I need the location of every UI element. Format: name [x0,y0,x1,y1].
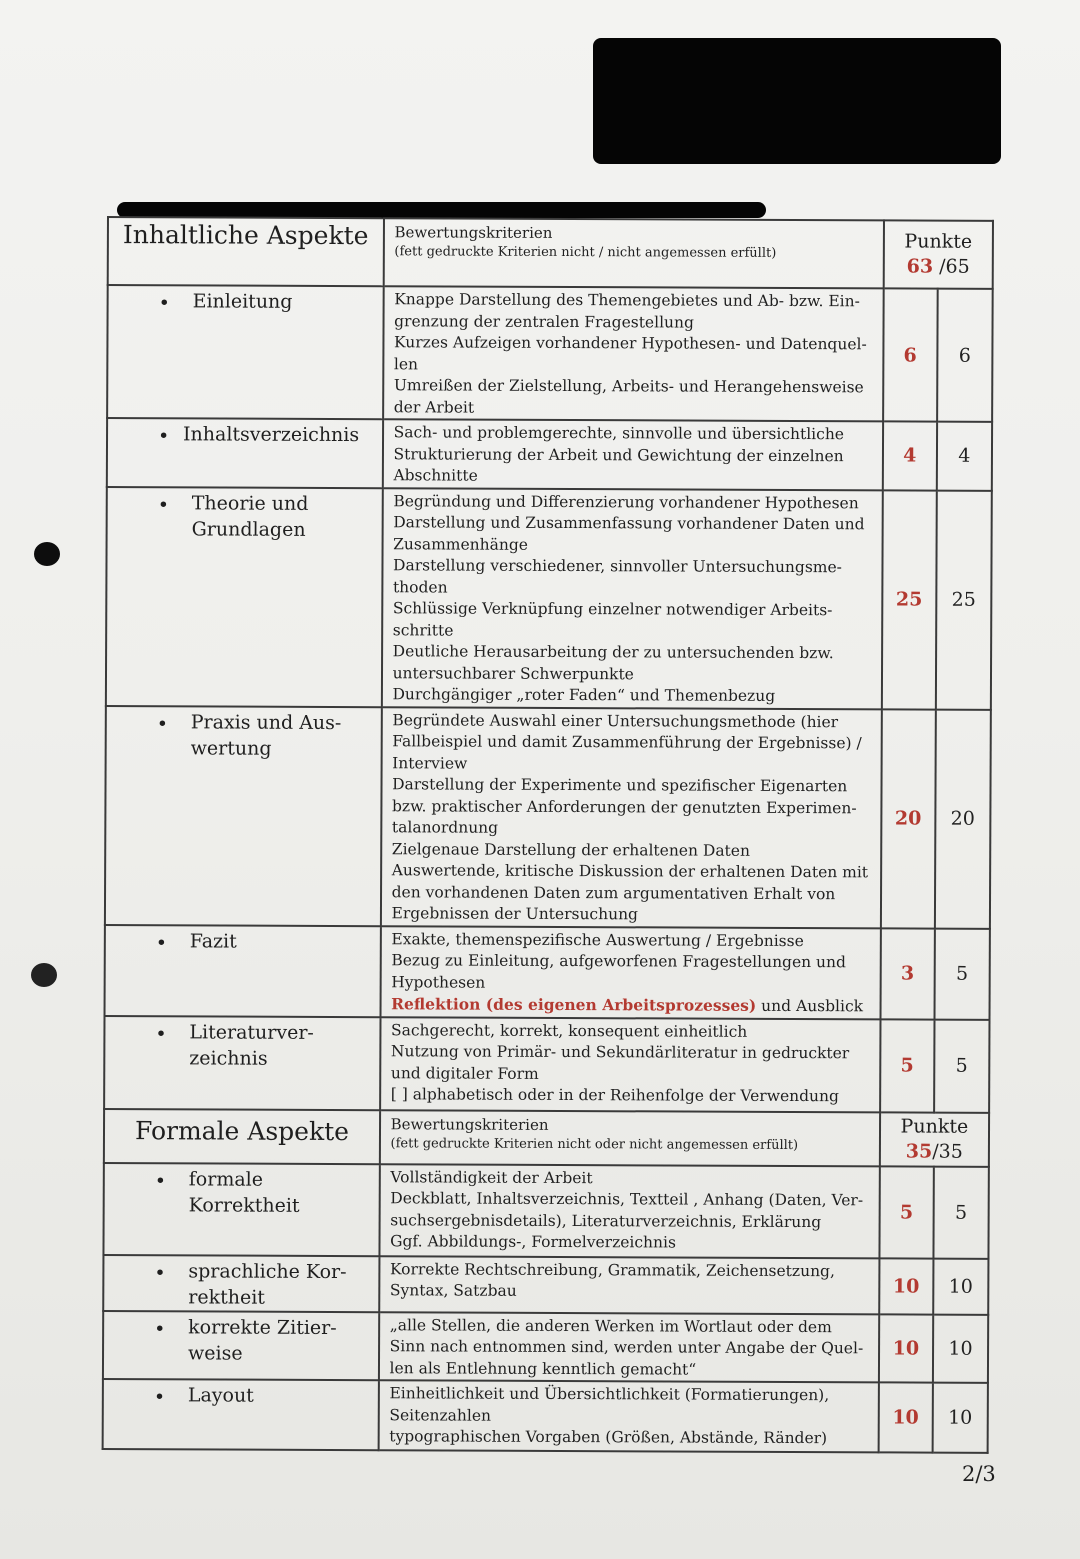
criteria-line: Sachgerecht, korrekt, konsequent einheitlich [391,1020,748,1041]
max-points: 10 [932,1383,987,1453]
awarded-points: 3 [880,928,934,1019]
unmet-criterion: Reflektion (des eigenen Arbeitsprozesses) [391,994,757,1015]
redacted-block [593,38,1001,164]
criteria-line: Darstellung der Experimente und spezifischer Eigenarten [392,775,848,796]
content-points-header [883,220,993,288]
criteria-line: suchsergebnisdetails), Literaturverzeichnis, Erklärung [390,1210,822,1231]
bullet: • [153,1386,166,1409]
max-points: 5 [933,1166,989,1258]
criteria-line: Darstellung und Zusammenfassung vorhandener Daten und [393,513,865,534]
criteria-line: [ ] alphabetisch oder in der Reihenfolge der Verwendung [390,1085,839,1106]
criteria-cell [380,707,881,928]
punch-hole-bottom [31,963,57,987]
criteria-header-label: Bewertungskriterien [390,1114,549,1134]
criteria-line: Begründung und Differenzierung vorhandener Hypothesen [393,491,859,512]
aspect-cell [107,285,383,419]
table-row [104,1015,989,1112]
formal-header-row [104,1108,989,1166]
awarded-points: 20 [881,709,936,928]
criteria-cell [379,1164,880,1258]
points-label: Punkte [904,230,973,253]
aspect-label: Layout [187,1384,254,1407]
bullet: • [157,493,170,516]
criteria-line: Einheitlichkeit und Übersichtlichkeit (Formatierungen), [389,1384,830,1405]
awarded-points: 4 [883,421,937,490]
criteria-line: Vollständigkeit der Arbeit [390,1167,593,1187]
criteria-tail: und Ausblick [756,996,864,1016]
page-number: 2/3 [962,1462,996,1486]
bullet: • [158,292,170,315]
criteria-line: Ggf. Abbildungs-, Formelverzeichnis [390,1232,676,1252]
aspect-cell [103,1162,379,1255]
criteria-line: Begründete Auswahl einer Untersuchungsmethode (hier [392,710,839,731]
table-row [107,285,993,422]
table-row [103,1254,988,1314]
aspect-label: korrekte Zitier- weise [187,1315,337,1365]
criteria-line: Sinn nach entnommen sind, werden unter Angabe der Quel- [389,1337,864,1358]
bullet: • [154,1261,166,1284]
criteria-line: len als Entlehnung kenntlich gemacht“ [389,1358,697,1379]
criteria-line: Zielgenaue Darstellung der erhaltenen Daten [391,839,751,860]
aspect-cell [106,487,383,707]
aspect-label: Inhaltsverzeichnis [183,423,360,447]
content-max-score: /65 [939,255,970,278]
awarded-points: 25 [882,490,937,709]
criteria-line: Durchgängiger „roter Faden“ und Themenbezug [392,685,776,705]
content-section-title: Inhaltliche Aspekte [108,217,384,286]
criteria-line: Hypothesen [391,972,486,992]
criteria-line-highlight [391,993,873,1018]
criteria-line: Seitenzahlen [389,1405,492,1425]
criteria-line: thoden [392,577,448,596]
bullet: • [154,1169,167,1192]
punch-hole-top [34,542,60,566]
bullet: • [154,1317,166,1340]
max-points: 25 [936,490,992,709]
criteria-line: Exakte, themenspezifische Auswertung / Ergebnisse [391,929,804,950]
table-row [107,418,992,490]
table-row [103,1162,988,1258]
criteria-line: Knappe Darstellung des Themengebietes und Ab- bzw. Ein- [394,290,860,311]
criteria-line: Zusammenhänge [393,534,529,554]
criteria-line: bzw. praktischer Anforderungen der genutzten Experimen- [391,796,857,817]
table-row [105,924,990,1019]
aspect-cell [103,1254,379,1311]
formal-points-header [880,1112,989,1166]
criteria-line: Korrekte Rechtschreibung, Grammatik, Zeichensetzung, [389,1259,835,1280]
criteria-line: Interview [392,753,468,773]
criteria-line: grenzung der zentralen Fragestellung [394,311,694,332]
bullet: • [156,712,169,735]
points-label: Punkte [900,1114,969,1138]
aspect-cell [105,924,381,1016]
criteria-line: Bezug zu Einleitung, aufgeworfenen Fragestellungen und [391,951,847,972]
criteria-cell [381,488,882,709]
criteria-line: Abschnitte [393,466,478,485]
criteria-line: Deckblatt, Inhaltsverzeichnis, Textteil , Anhang (Daten, Ver- [390,1189,864,1210]
awarded-points: 10 [878,1382,932,1452]
criteria-line: Darstellung verschiedener, sinnvoller Untersuchungsme- [393,556,842,577]
max-points: 20 [935,709,991,928]
content-header-row [108,217,993,289]
criteria-cell [380,926,881,1019]
criteria-line: „alle Stellen, die anderen Werken im Wortlaut oder dem [389,1315,832,1336]
criteria-line: Deutliche Herausarbeitung der zu untersuchenden bzw. [392,642,834,663]
max-points: 6 [937,289,993,422]
criteria-line: den vorhandenen Daten zum argumentativen Erhalt von [391,882,836,903]
max-points: 5 [934,928,990,1019]
aspect-label: Praxis und Aus- wertung [190,710,342,760]
table-row [103,1310,988,1382]
criteria-line: Auswertende, kritische Diskussion der erhaltenen Daten mit [391,861,869,882]
criteria-cell [379,1256,879,1314]
bullet: • [155,1022,167,1045]
formal-criteria-header [379,1110,879,1166]
criteria-line: talanordnung [391,818,499,837]
criteria-line: len [393,354,419,373]
bullet: • [155,931,168,954]
criteria-line: untersuchbarer Schwerpunkte [392,663,634,683]
table-row [103,1379,988,1453]
aspect-label: Literaturver- zeichnis [189,1020,314,1070]
criteria-cell [380,1017,881,1112]
table-row [106,487,992,710]
aspect-cell [103,1379,379,1450]
content-criteria-header [383,218,883,288]
criteria-cell [378,1380,878,1452]
criteria-line: der Arbeit [393,397,475,417]
max-points: 10 [933,1314,988,1383]
criteria-line: Strukturierung der Arbeit und Gewichtung der einzelnen [393,444,844,465]
criteria-line: typographischen Vorgaben (Größen, Abstände, Ränder) [389,1427,828,1448]
awarded-points: 5 [879,1166,933,1258]
criteria-cell [379,1312,879,1383]
criteria-line: Sach- und problemgerechte, sinnvolle und übersichtliche [393,423,845,444]
criteria-line: Schlüssige Verknüpfung einzelner notwendiger Arbeits- [392,599,833,620]
awarded-points: 6 [883,288,938,421]
criteria-header-label: Bewertungskriterien [394,223,553,242]
content-total-score: 63 [906,255,934,278]
criteria-line: und digitaler Form [390,1063,539,1083]
max-points: 4 [937,422,992,491]
aspect-label: Einleitung [192,290,293,313]
grading-rubric-table [102,216,994,1454]
awarded-points: 5 [880,1019,934,1112]
criteria-cell [382,419,882,490]
awarded-points: 10 [879,1314,933,1383]
max-points: 10 [933,1258,988,1314]
formal-section-title: Formale Aspekte [104,1108,380,1163]
criteria-line: schritte [392,620,454,640]
criteria-line: Kurzes Aufzeigen vorhandener Hypothesen- und Datenquel- [394,333,867,354]
criteria-line: Fallbeispiel und damit Zusammenführung der Ergebnisse) / [392,732,862,753]
aspect-cell [107,418,383,488]
criteria-line: Nutzung von Primär- und Sekundärliteratur in gedruckter [390,1042,850,1063]
criteria-cell [383,286,884,421]
aspect-cell [105,705,382,925]
awarded-points: 10 [879,1258,933,1314]
aspect-label: Theorie und Grundlagen [191,491,309,541]
criteria-line: Syntax, Satzbau [389,1281,517,1300]
bullet: • [157,425,170,448]
aspect-cell [104,1015,380,1109]
aspect-cell [103,1310,379,1380]
aspect-label: Fazit [189,929,237,953]
criteria-header-note: (fett gedruckte Kriterien nicht / nicht angemessen erfüllt) [394,244,777,261]
criteria-line: Ergebnissen der Untersuchung [391,904,639,924]
aspect-label: formale Korrektheit [188,1167,300,1217]
aspect-label: sprachliche Kor- rektheit [188,1259,347,1309]
table-row [105,705,991,928]
formal-max-score: /35 [932,1140,963,1163]
max-points: 5 [934,1019,990,1112]
criteria-line: Umreißen der Zielstellung, Arbeits- und Herangehensweise [393,376,864,397]
criteria-header-note: (fett gedruckte Kriterien nicht oder nicht angemessen erfüllt) [390,1135,799,1153]
formal-total-score: 35 [905,1139,933,1163]
